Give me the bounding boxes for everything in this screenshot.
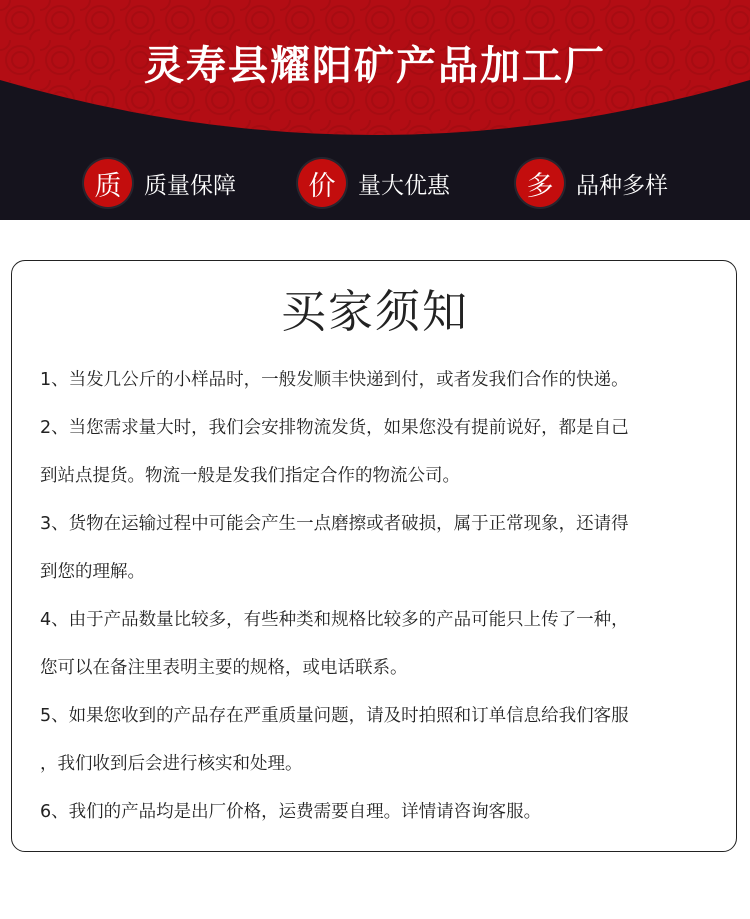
feature-variety-label: 品种多样: [576, 172, 668, 199]
notice-title: 买家须知: [280, 285, 469, 338]
notice-line: ，我们收到后会进行核实和处理。: [40, 754, 303, 774]
notice-line: 1、当发几公斤的小样品时，一般发顺丰快递到付，或者发我们合作的快递。: [40, 370, 629, 390]
notice-line: 到您的理解。: [40, 562, 145, 582]
notice-line: 2、当您需求量大时，我们会安排物流发货，如果您没有提前说好，都是自己: [40, 418, 629, 438]
quality-badge-icon: 质: [84, 159, 132, 207]
price-badge-icon: 价: [298, 159, 346, 207]
variety-badge-icon: 多: [516, 159, 564, 207]
feature-variety: [516, 158, 668, 208]
notice-line: 3、货物在运输过程中可能会产生一点磨擦或者破损，属于正常现象，还请得: [40, 514, 629, 534]
shop-title: 灵寿县耀阳矿产品加工厂: [144, 43, 606, 89]
feature-price-label: 量大优惠: [358, 172, 450, 199]
notice-line: 4、由于产品数量比较多，有些种类和规格比较多的产品可能只上传了一种，: [40, 610, 629, 630]
feature-price: [298, 158, 450, 208]
notice-line: 6、我们的产品均是出厂价格，运费需要自理。详情请咨询客服。: [40, 802, 542, 822]
notice-line: 您可以在备注里表明主要的规格，或电话联系。: [40, 658, 408, 678]
feature-quality: [84, 158, 236, 208]
notice-line: 到站点提货。物流一般是发我们指定合作的物流公司。: [40, 466, 460, 486]
header-banner: [0, 0, 750, 220]
notice-list: [40, 362, 730, 842]
notice-line: 5、如果您收到的产品存在严重质量问题，请及时拍照和订单信息给我们客服: [40, 706, 629, 726]
feature-quality-label: 质量保障: [144, 172, 236, 199]
